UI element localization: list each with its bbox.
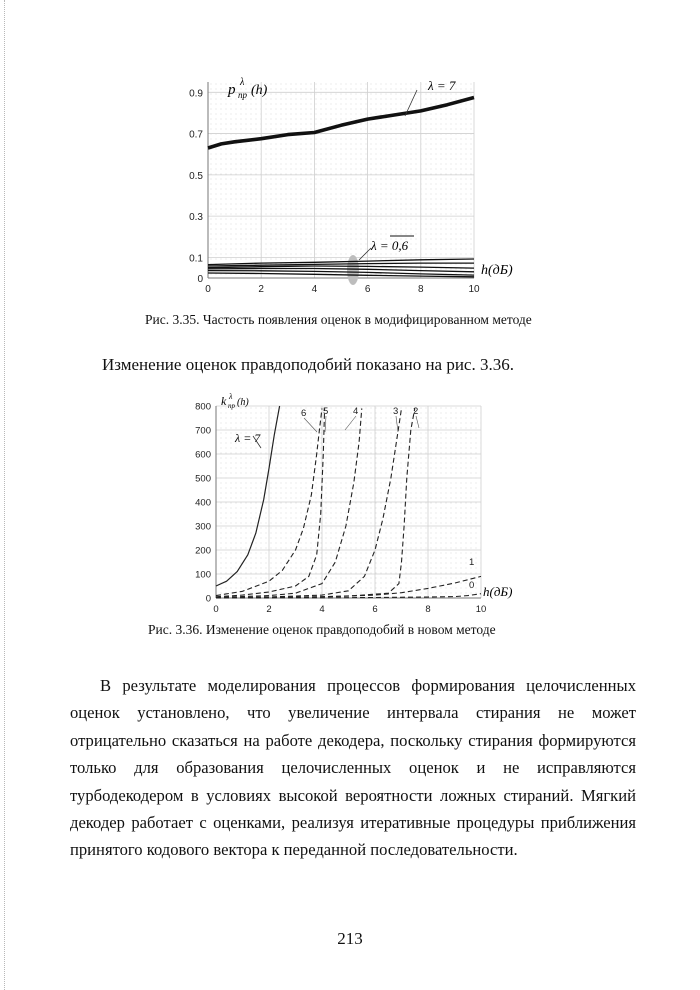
svg-text:λ: λ: [229, 392, 233, 401]
x-tick-label: 10: [468, 284, 480, 295]
figure-3-36-caption: Рис. 3.36. Изменение оценок правдоподобий в новом методе: [148, 622, 496, 637]
figure-3-35-caption: Рис. 3.35. Частость появления оценок в модифицированном методе: [145, 312, 532, 327]
y-tick-label: 300: [195, 521, 211, 533]
y-tick-label: 400: [195, 497, 211, 509]
x-tick-label: 4: [311, 284, 318, 295]
y-tick-label: 600: [195, 449, 211, 461]
curve-label-0: 0: [469, 580, 475, 591]
curve-label-2: 2: [413, 406, 419, 417]
x-tick-label: 8: [418, 284, 424, 295]
annotation-lambda-7: λ = 7: [428, 78, 456, 93]
curve-label-1: 1: [469, 557, 475, 568]
plot-area: [208, 82, 474, 278]
x-tick-label: 2: [266, 604, 272, 614]
svg-text:пр: пр: [228, 402, 235, 410]
svg-text:k: k: [221, 394, 227, 408]
y-tick-label: 100: [195, 569, 211, 581]
x-axis-label: h(дБ): [483, 584, 513, 599]
x-tick-label: 0: [213, 604, 219, 614]
y-tick-label: 0: [205, 593, 211, 605]
figure-3-36-chart: [185, 392, 535, 614]
y-tick-label: 800: [195, 401, 211, 413]
curve-label-3: 3: [393, 406, 399, 417]
svg-text:(h): (h): [251, 83, 268, 98]
x-tick-label: 10: [475, 604, 487, 614]
curve-label-5: 5: [323, 406, 329, 417]
y-tick-label: 0: [197, 274, 203, 285]
curve-label-6: 6: [301, 408, 307, 419]
curve-label-4: 4: [353, 406, 359, 417]
annotation-lambda-0-6: λ = 0,6: [371, 238, 409, 253]
x-tick-label: 0: [205, 284, 211, 295]
y-tick-label: 0.5: [189, 170, 203, 182]
y-tick-label: 700: [195, 425, 211, 437]
x-tick-label: 8: [425, 604, 431, 614]
x-tick-label: 4: [319, 604, 325, 614]
y-tick-label: 0.7: [189, 129, 203, 141]
svg-text:λ: λ: [240, 77, 245, 88]
intro-sentence: Изменение оценок правдоподобий показано на рис. 3.36.: [102, 355, 514, 374]
x-tick-label: 2: [258, 284, 264, 295]
svg-text:p: p: [228, 82, 236, 98]
figure-3-35-chart: [185, 68, 515, 300]
annotation-lambda-7: λ = 7: [235, 431, 261, 445]
y-tick-label: 0.9: [189, 88, 203, 100]
page-number: 213: [337, 929, 363, 948]
y-tick-label: 0.1: [189, 253, 203, 265]
body-paragraph: В результате моделирования процессов формирования целочисленных оценок установлено, что увеличение интервала стирания не может отрицательно сказаться на работе декодера, поскольку стирания формируются только для образования целочисленных оценок и не исправляются турбодекодером в условиях высокой вероятности ложных стираний. Мягкий декодер работает с оценками, реализуя итеративные процедуры приближения принятого кодового вектора к переданной последовательности.: [70, 676, 636, 860]
x-axis-label: h(дБ): [481, 263, 513, 278]
highlight-ellipse: [347, 255, 359, 285]
y-tick-label: 0.3: [189, 212, 203, 224]
x-tick-label: 6: [364, 284, 371, 295]
svg-text:(h): (h): [237, 397, 249, 408]
svg-text:пр: пр: [238, 90, 247, 100]
y-tick-label: 500: [195, 473, 211, 485]
y-tick-label: 200: [195, 545, 211, 557]
x-tick-label: 6: [372, 604, 378, 614]
page-margin-line: [4, 0, 6, 990]
